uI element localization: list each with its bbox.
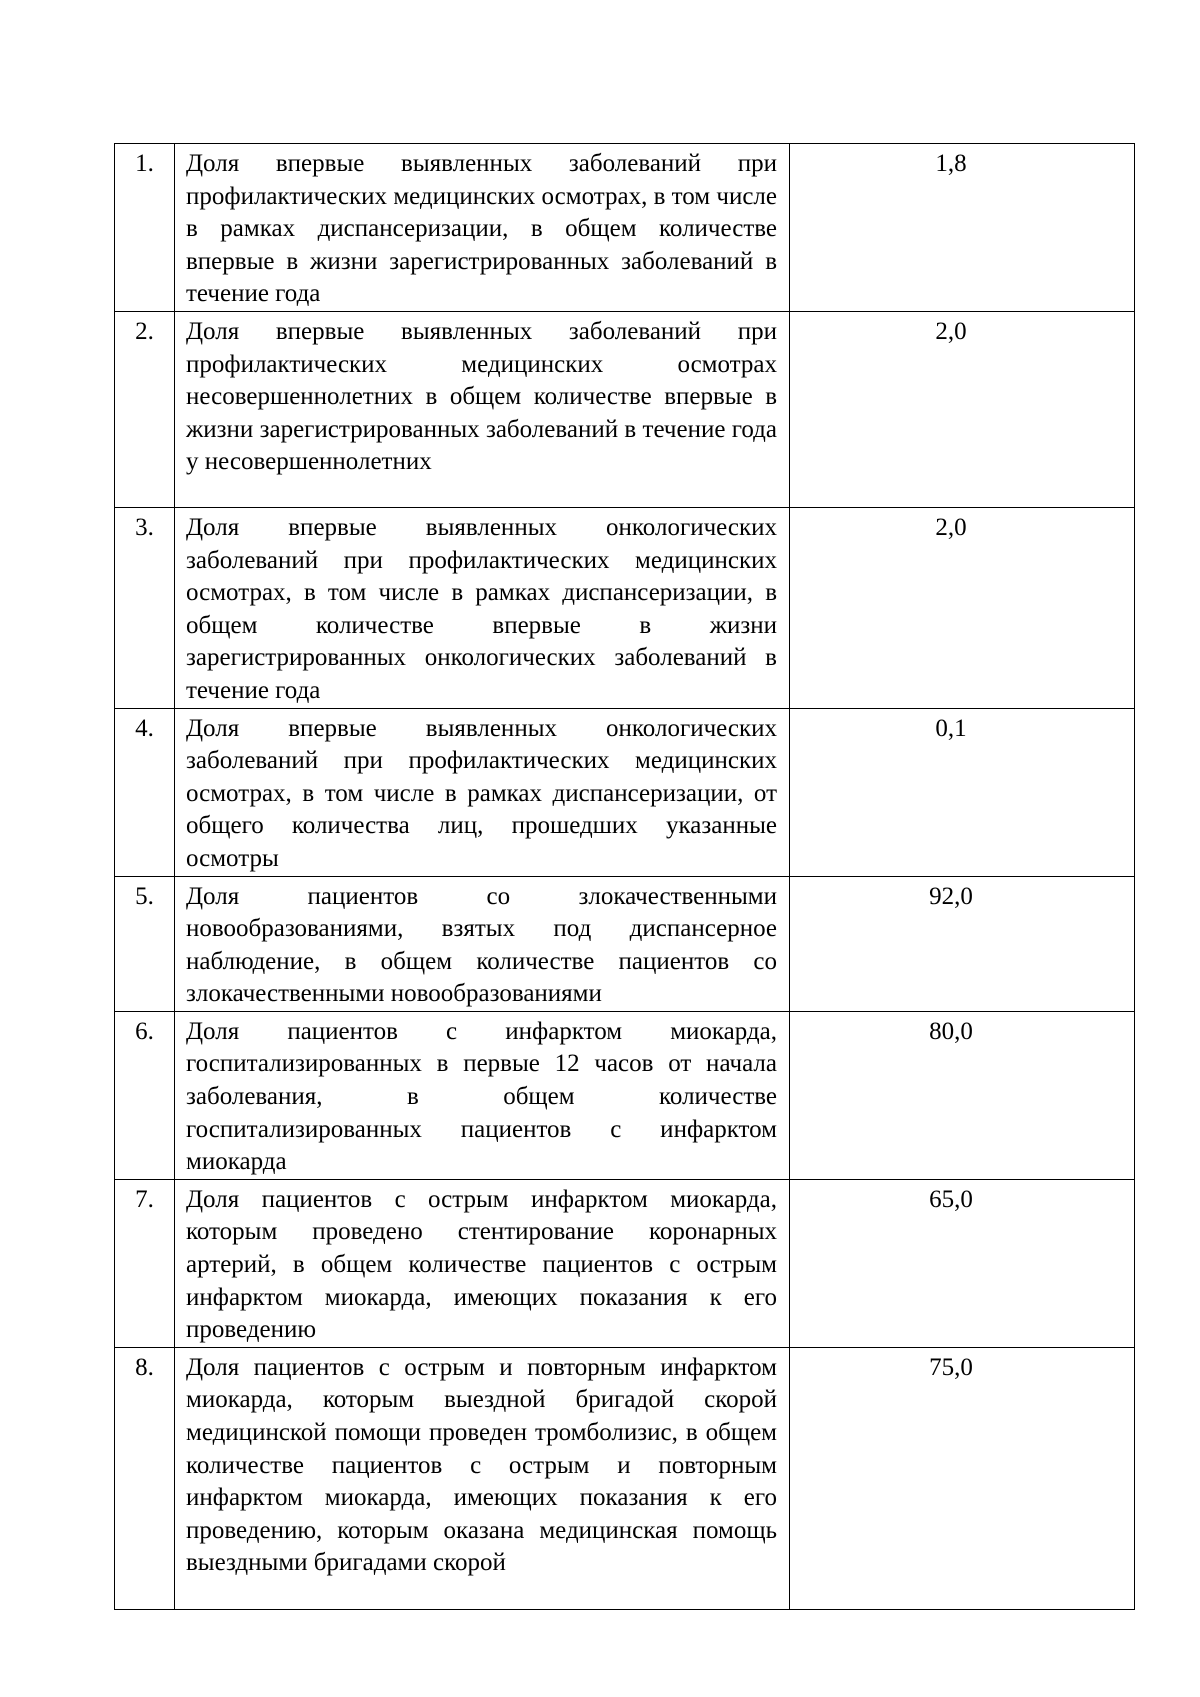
row-number: 5.: [115, 876, 175, 1011]
table-row: [115, 1347, 1135, 1609]
indicator-name: [175, 708, 790, 876]
indicator-name: [175, 876, 790, 1011]
indicator-value: 80,0: [790, 1011, 1135, 1179]
indicator-value: 0,1: [790, 708, 1135, 876]
indicator-name-text: Доля впервые выявленных заболеваний при профилактических медицинских осмотрах несовершеннолетних в общем количестве впервые в жизни зарегистрированных заболеваний в течение года у несовершеннолетних: [186, 317, 777, 476]
indicator-name-text: Доля пациентов со злокачественными новообразованиями, взятых под диспансерное наблюдение, в общем количестве пациентов со злокачественными новообразованиями: [186, 882, 777, 1008]
indicator-value: 92,0: [790, 876, 1135, 1011]
row-number: 6.: [115, 1011, 175, 1179]
indicator-name: [175, 507, 790, 708]
indicator-value: 2,0: [790, 311, 1135, 507]
indicator-value: 2,0: [790, 507, 1135, 708]
indicator-value: 1,8: [790, 144, 1135, 312]
table-row: [115, 1011, 1135, 1179]
indicator-name-text: Доля пациентов с острым и повторным инфарктом миокарда, которым выездной бригадой скорой медицинской помощи проведен тромболизис, в общем количестве пациентов с острым и повторным инфарктом миокарда, имеющих показания к его проведению, которым оказана медицинская помощь выездными бригадами скорой: [186, 1353, 777, 1577]
indicator-name-text: Доля пациентов с острым инфарктом миокарда, которым проведено стентирование коронарных артерий, в общем количестве пациентов с острым инфарктом миокарда, имеющих показания к его проведению: [186, 1185, 777, 1344]
row-number: 8.: [115, 1347, 175, 1609]
indicator-name: [175, 1011, 790, 1179]
indicator-value: 75,0: [790, 1347, 1135, 1609]
indicator-name: [175, 1347, 790, 1609]
indicator-name: [175, 311, 790, 507]
indicator-name-text: Доля впервые выявленных заболеваний при профилактических медицинских осмотрах, в том числе в рамках диспансеризации, в общем количестве впервые в жизни зарегистрированных заболеваний в течение года: [186, 150, 777, 308]
table-row: [115, 876, 1135, 1011]
table-row: [115, 311, 1135, 507]
indicator-name: [175, 144, 790, 312]
indicator-value: 65,0: [790, 1179, 1135, 1347]
row-number: 4.: [115, 708, 175, 876]
table-row: [115, 708, 1135, 876]
table-row: [115, 507, 1135, 708]
row-number: 2.: [115, 311, 175, 507]
indicator-name-text: Доля пациентов с инфарктом миокарда, госпитализированных в первые 12 часов от начала заболевания, в общем количестве госпитализированных пациентов с инфарктом миокарда: [186, 1017, 777, 1176]
indicators-table: [114, 143, 1135, 1610]
indicator-name: [175, 1179, 790, 1347]
indicator-name-text: Доля впервые выявленных онкологических заболеваний при профилактических медицинских осмотрах, в том числе в рамках диспансеризации, в общем количестве впервые в жизни зарегистрированных онкологических заболеваний в течение года: [186, 513, 777, 704]
indicator-name-text: Доля впервые выявленных онкологических заболеваний при профилактических медицинских осмотрах, в том числе в рамках диспансеризации, от общего количества лиц, прошедших указанные осмотры: [186, 714, 777, 872]
table-row: [115, 144, 1135, 312]
table-row: [115, 1179, 1135, 1347]
row-number: 7.: [115, 1179, 175, 1347]
row-number: 1.: [115, 144, 175, 312]
row-number: 3.: [115, 507, 175, 708]
